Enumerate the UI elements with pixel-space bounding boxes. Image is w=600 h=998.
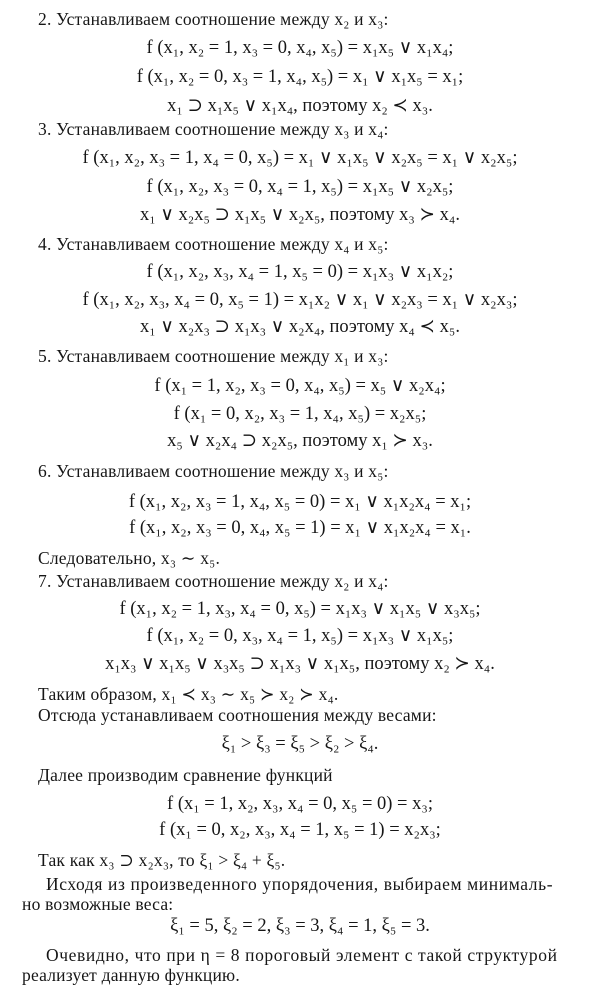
formula-line: f (x₁, x₂, x₃, x₄ = 0, x₅ = 1) = x₁x₂ ∨ x₁ ∨ x₂x₃ = x₁ ∨ x₂x₃; <box>82 290 518 310</box>
step-3-heading: 3. Устанавливаем соотношение между x₃ и x₄: <box>38 119 389 139</box>
step-7-heading: 7. Устанавливаем соотношение между x₂ и x₄: <box>38 571 389 591</box>
conclusion-line: Следовательно, x₃ ∼ x₅. <box>38 548 221 568</box>
paragraph-line: Отсюда устанавливаем соотношения между весами: <box>38 705 437 725</box>
paragraph-line: реализует данную функцию. <box>22 965 240 985</box>
formula-line: f (x₁ = 0, x₂, x₃, x₄ = 1, x₅ = 1) = x₂x₃; <box>159 820 441 840</box>
formula-line: f (x₁, x₂ = 1, x₃ = 0, x₄, x₅) = x₁x₅ ∨ x₁x₄; <box>146 38 454 58</box>
formula-line: f (x₁, x₂, x₃ = 1, x₄, x₅ = 0) = x₁ ∨ x₁x₂x₄ = x₁; <box>128 492 472 512</box>
step-2-heading: 2. Устанавливаем соотношение между x₂ и x₃: <box>38 9 389 29</box>
step-5-heading: 5. Устанавливаем соотношение между x₁ и x₃: <box>38 346 389 366</box>
formula-line: f (x₁, x₂ = 0, x₃ = 1, x₄, x₅) = x₁ ∨ x₁x₅ = x₁; <box>136 67 464 87</box>
paragraph-line: Очевидно, что при η = 8 пороговый элемент с такой структурой <box>46 945 558 965</box>
formula-line: f (x₁, x₂, x₃ = 1, x₄ = 0, x₅) = x₁ ∨ x₁x₅ ∨ x₂x₅ = x₁ ∨ x₂x₅; <box>82 148 518 168</box>
formula-line: f (x₁, x₂ = 0, x₃, x₄ = 1, x₅) = x₁x₃ ∨ x₁x₅; <box>146 626 454 646</box>
weights-values-formula: ξ₁ = 5, ξ₂ = 2, ξ₃ = 3, ξ₄ = 1, ξ₅ = 3. <box>170 916 430 936</box>
formula-line: f (x₁ = 1, x₂, x₃, x₄ = 0, x₅ = 0) = x₃; <box>167 794 433 814</box>
conclusion-line: x₁ ⊃ x₁x₅ ∨ x₁x₄, поэтому x₂ ≺ x₃. <box>167 96 433 116</box>
paragraph-line: Так как x₃ ⊃ x₂x₃, то ξ₁ > ξ₄ + ξ₅. <box>38 850 286 870</box>
step-6-heading: 6. Устанавливаем соотношение между x₃ и x₅: <box>38 461 389 481</box>
formula-line: f (x₁, x₂, x₃ = 0, x₄ = 1, x₅) = x₁x₅ ∨ x₂x₅; <box>146 177 454 197</box>
paragraph-line: но возможные веса: <box>22 894 174 914</box>
conclusion-line: x₁ ∨ x₂x₃ ⊃ x₁x₃ ∨ x₂x₄, поэтому x₄ ≺ x₅. <box>140 317 460 337</box>
conclusion-line: x₁x₃ ∨ x₁x₅ ∨ x₃x₅ ⊃ x₁x₃ ∨ x₁x₅, поэтому x₂ ≻ x₄. <box>105 654 495 674</box>
formula-line: f (x₁, x₂, x₃ = 0, x₄, x₅ = 1) = x₁ ∨ x₁x₂x₄ = x₁. <box>129 518 471 538</box>
paragraph-line: Далее производим сравнение функций <box>38 765 333 785</box>
step-4-heading: 4. Устанавливаем соотношение между x₄ и x₅: <box>38 234 389 254</box>
formula-line: f (x₁, x₂, x₃, x₄ = 1, x₅ = 0) = x₁x₃ ∨ x₁x₂; <box>146 262 454 282</box>
formula-line: f (x₁ = 0, x₂, x₃ = 1, x₄, x₅) = x₂x₅; <box>173 404 427 424</box>
formula-line: f (x₁ = 1, x₂, x₃ = 0, x₄, x₅) = x₅ ∨ x₂x₄; <box>154 376 446 396</box>
conclusion-line: x₁ ∨ x₂x₅ ⊃ x₁x₅ ∨ x₂x₅, поэтому x₃ ≻ x₄. <box>140 205 460 225</box>
conclusion-line: x₅ ∨ x₂x₄ ⊃ x₂x₅, поэтому x₁ ≻ x₃. <box>167 431 433 451</box>
formula-line: f (x₁, x₂ = 1, x₃, x₄ = 0, x₅) = x₁x₃ ∨ x₁x₅ ∨ x₃x₅; <box>119 599 481 619</box>
weights-order-formula: ξ₁ > ξ₃ = ξ₅ > ξ₂ > ξ₄. <box>221 734 379 754</box>
summary-line: Таким образом, x₁ ≺ x₃ ∼ x₅ ≻ x₂ ≻ x₄. <box>38 684 339 704</box>
paragraph-line: Исходя из произведенного упорядочения, выбираем минималь- <box>46 874 554 894</box>
